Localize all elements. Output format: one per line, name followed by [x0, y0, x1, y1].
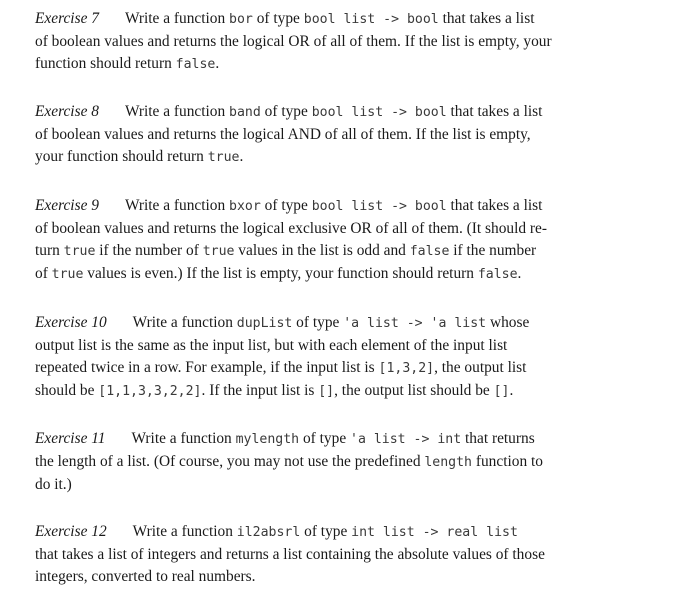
exercise-label: Exercise 10: [35, 314, 107, 331]
code-text: mylength: [235, 432, 300, 447]
body-text: that takes a list: [446, 103, 543, 120]
exercise-9: [35, 195, 655, 286]
code-text: 'a list -> 'a list: [343, 316, 487, 331]
code-text: false: [409, 244, 450, 259]
body-text: integers, converted to real numbers.: [35, 568, 256, 585]
code-text: bool list -> bool: [303, 12, 439, 27]
exercise-line: [35, 521, 655, 544]
body-text: output list is the same as the input list, but with each element of the input list: [35, 337, 508, 354]
body-text: that takes a list: [438, 10, 535, 27]
body-text: .: [509, 382, 514, 399]
exercise-line: [35, 544, 655, 566]
exercise-7: [35, 8, 655, 76]
body-text: that returns: [461, 430, 535, 447]
body-text: of type: [252, 10, 304, 27]
exercise-line: [35, 312, 655, 335]
body-text: Write a function: [132, 523, 237, 540]
body-text: of type: [299, 430, 351, 447]
code-text: [1,1,3,3,2,2]: [98, 384, 202, 399]
code-text: false: [175, 57, 216, 72]
code-text: true: [202, 244, 235, 259]
body-text: , the output list should be: [334, 382, 494, 399]
exercise-label: Exercise 8: [35, 103, 99, 120]
exercise-line: [35, 240, 655, 263]
body-text: Write a function: [124, 10, 230, 27]
code-text: true: [51, 267, 84, 282]
code-text: []: [318, 384, 335, 399]
exercise-line: [35, 195, 655, 218]
exercise-label: Exercise 9: [35, 197, 99, 214]
exercise-line: [35, 101, 655, 124]
exercise-12: [35, 521, 655, 588]
exercise-11: [35, 428, 655, 496]
exercise-line: [35, 146, 655, 169]
body-text: Write a function: [131, 430, 236, 447]
exercise-line: [35, 357, 655, 380]
body-text: of boolean values and returns the logical AND of all of them. If the list is empty,: [35, 126, 531, 143]
body-text: your function should return: [35, 148, 208, 165]
body-text: if the number: [449, 242, 537, 259]
exercise-line: [35, 124, 655, 146]
body-text: whose: [486, 314, 530, 331]
exercise-line: [35, 474, 655, 496]
exercise-8: [35, 101, 655, 169]
body-text: , the output list: [434, 359, 527, 376]
code-text: false: [477, 267, 518, 282]
exercise-line: [35, 428, 655, 451]
body-text: that takes a list: [446, 197, 543, 214]
exercise-line: [35, 335, 655, 357]
body-text: if the number of: [95, 242, 203, 259]
body-text: that takes a list of integers and returns a list containing the absolute values of those: [35, 546, 545, 563]
exercise-line: [35, 31, 655, 53]
body-text: .: [517, 265, 522, 282]
exercise-10: [35, 312, 655, 403]
body-text: . If the input list is: [201, 382, 319, 399]
code-text: dupList: [236, 316, 293, 331]
body-text: Write a function: [124, 197, 230, 214]
exercise-label: Exercise 7: [35, 10, 99, 27]
body-text: repeated twice in a row. For example, if the input list is: [35, 359, 379, 376]
exercise-line: [35, 263, 655, 286]
body-text: of boolean values and returns the logical OR of all of them. If the list is empty, your: [35, 33, 552, 50]
code-text: il2absrl: [236, 525, 301, 540]
exercise-label: Exercise 12: [35, 523, 107, 540]
code-text: 'a list -> int: [350, 432, 462, 447]
code-text: band: [229, 105, 261, 120]
code-text: int list -> real list: [351, 525, 518, 540]
body-text: values in the list is odd and: [234, 242, 410, 259]
body-text: Write a function: [132, 314, 237, 331]
body-text: .: [239, 148, 244, 165]
code-text: []: [493, 384, 510, 399]
exercise-line: [35, 566, 655, 588]
code-text: [1,3,2]: [378, 361, 435, 376]
body-text: the length of a list. (Of course, you may not use the predefined: [35, 453, 425, 470]
body-text: of type: [300, 523, 352, 540]
body-text: of type: [260, 103, 312, 120]
code-text: bool list -> bool: [311, 105, 447, 120]
exercise-label: Exercise 11: [35, 430, 106, 447]
body-text: .: [215, 55, 220, 72]
exercise-line: [35, 53, 655, 76]
body-text: function to: [472, 453, 543, 470]
body-text: Write a function: [124, 103, 230, 120]
exercise-line: [35, 451, 655, 474]
body-text: should be: [35, 382, 99, 399]
body-text: function should return: [35, 55, 176, 72]
body-text: of type: [292, 314, 344, 331]
exercise-line: [35, 8, 655, 31]
body-text: values is even.) If the list is empty, your function should return: [83, 265, 478, 282]
code-text: bool list -> bool: [311, 199, 447, 214]
code-text: true: [207, 150, 240, 165]
body-text: turn: [35, 242, 64, 259]
code-text: bxor: [229, 199, 261, 214]
code-text: true: [63, 244, 96, 259]
exercise-line: [35, 218, 655, 240]
body-text: do it.): [35, 476, 72, 493]
body-text: of type: [260, 197, 312, 214]
code-text: length: [424, 455, 472, 470]
body-text: of: [35, 265, 52, 282]
body-text: of boolean values and returns the logical exclusive OR of all of them. (It should re-: [35, 220, 548, 237]
exercise-line: [35, 380, 655, 403]
code-text: bor: [229, 12, 253, 27]
